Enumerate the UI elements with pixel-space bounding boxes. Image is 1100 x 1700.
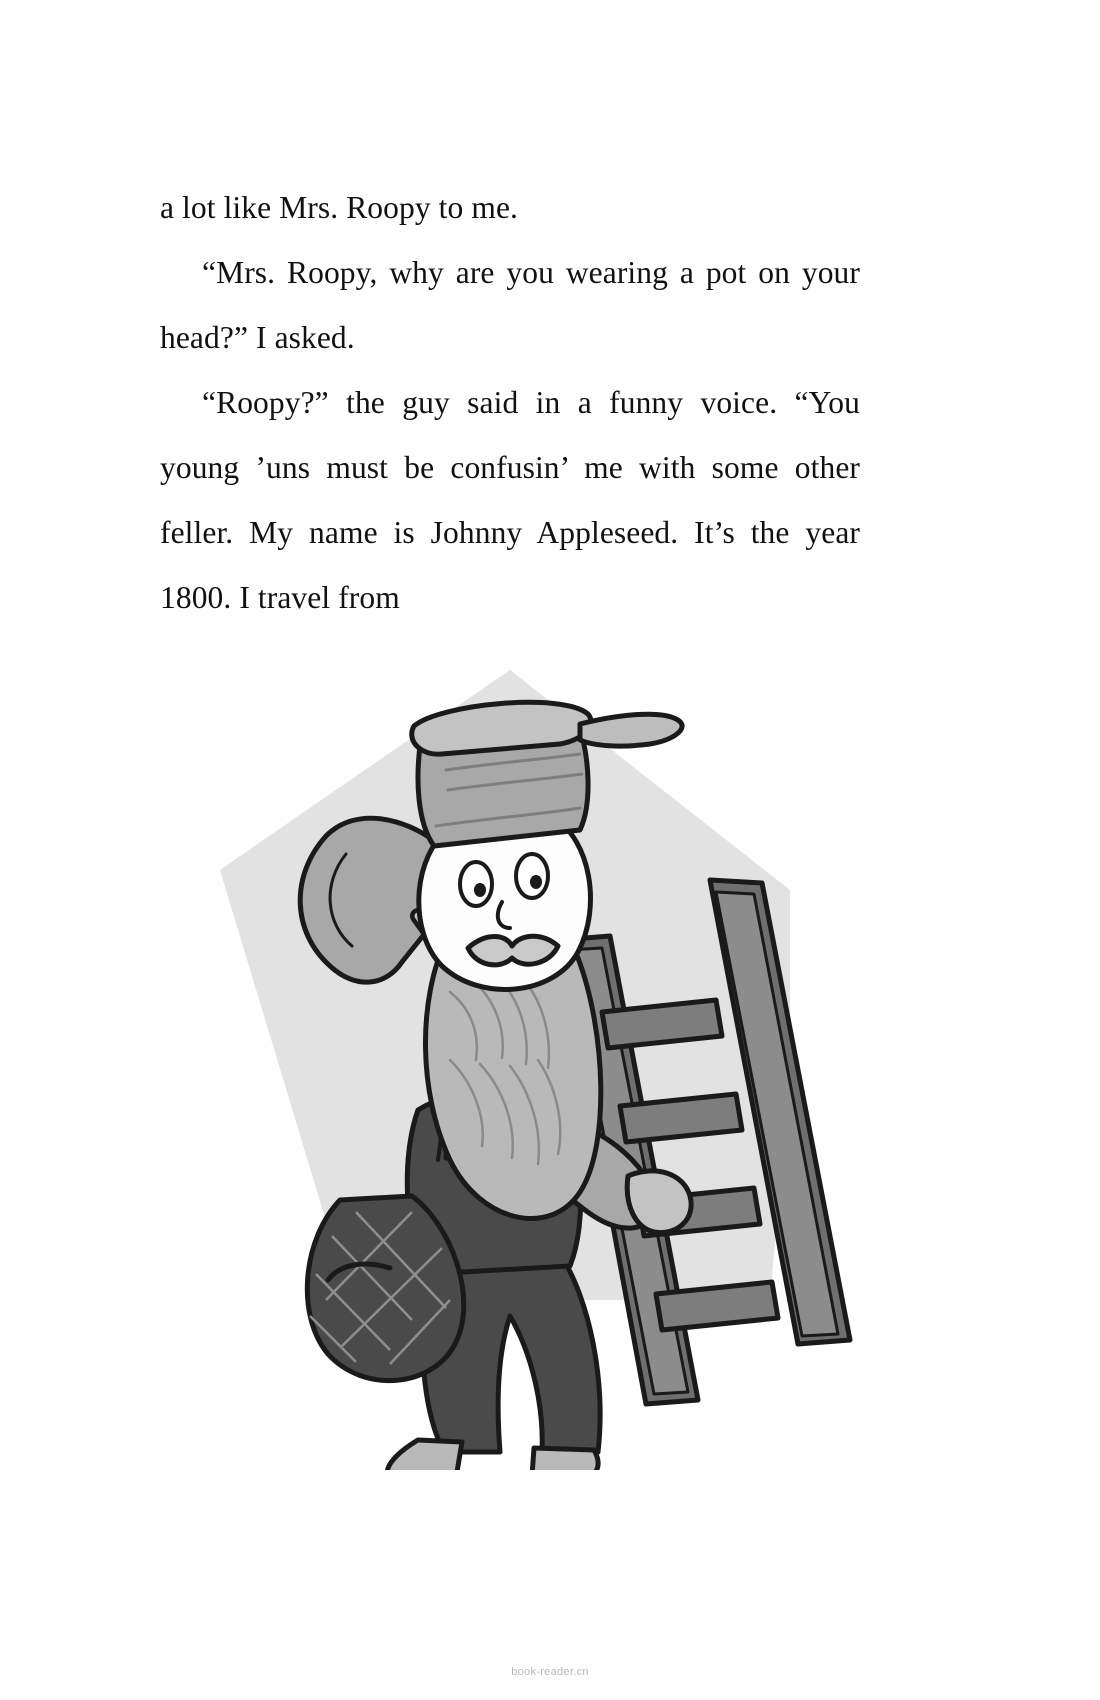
johnny-appleseed-illustration: [150, 640, 950, 1470]
paragraph-3: “Roopy?” the guy said in a funny voice. “You young ’uns must be confusin’ me with some other feller. My name is Johnny Appleseed. It’s the year 1800. I travel from: [160, 385, 860, 615]
watermark-footer: book-reader.cn: [511, 1666, 589, 1678]
page-text-block: [160, 175, 860, 630]
paragraph-2: “Mrs. Roopy, why are you wearing a pot on your head?” I asked.: [160, 255, 860, 355]
sack-icon: [307, 1196, 463, 1381]
paragraph-1: a lot like Mrs. Roopy to me.: [160, 190, 519, 225]
